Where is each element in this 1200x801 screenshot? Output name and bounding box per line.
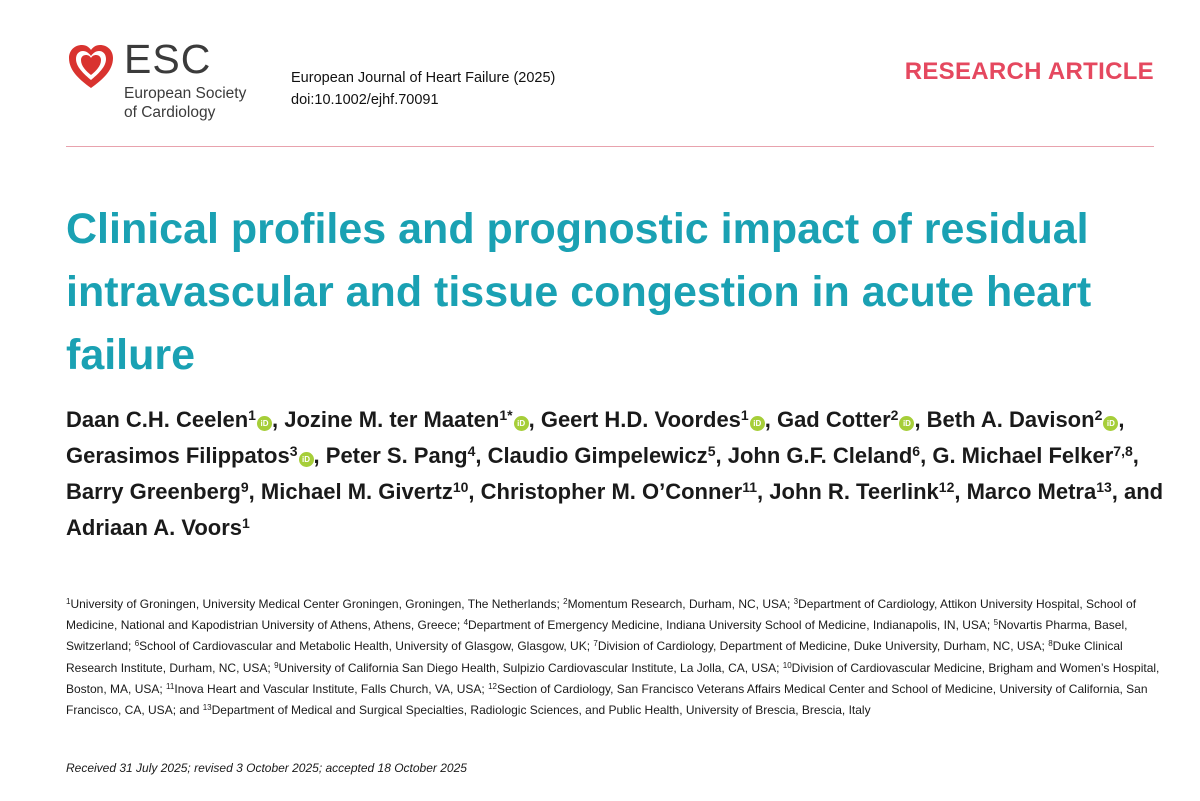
orcid-icon[interactable]: iD [1103, 416, 1118, 431]
orcid-icon[interactable]: iD [299, 452, 314, 467]
author-separator: , [528, 407, 541, 432]
author-affiliation-number: 10 [452, 479, 469, 495]
author [967, 479, 1112, 504]
author-name[interactable]: Gad Cotter [776, 407, 891, 432]
author-separator: , [920, 443, 933, 468]
orcid-icon[interactable]: iD [899, 416, 914, 431]
affiliation-text: Duke Clinical Research Institute, Durham, NC, USA; [66, 639, 1123, 675]
author-separator: , [468, 479, 481, 504]
author-separator: , [914, 407, 927, 432]
author [488, 443, 716, 468]
author-affiliation-number: 5 [707, 443, 716, 459]
affiliation-number: 8 [1048, 639, 1053, 649]
affiliation-text: Department of Medical and Surgical Specialties, Radiologic Sciences, and Public Health, University of Brescia, Brescia, Italy [211, 703, 871, 718]
author-separator: , [313, 443, 326, 468]
author-affiliation-number: 13 [1096, 479, 1112, 495]
logo-line-1: European Society [124, 85, 247, 102]
author-affiliation-number: 7,8 [1113, 443, 1133, 459]
author-separator: , [1132, 443, 1139, 468]
author [481, 479, 757, 504]
article-title: Clinical profiles and prognostic impact of residual intravascular and tissue congestion in acute heart failure [66, 205, 1092, 379]
author-affiliation-number: 11 [742, 479, 758, 495]
author-affiliation-number: 9 [240, 479, 249, 495]
journal-name: European Journal of Heart Failure (2025) [291, 70, 556, 86]
author [927, 407, 1119, 432]
journal-doi[interactable]: doi:10.1002/ejhf.70091 [291, 92, 439, 108]
author [66, 443, 314, 468]
affiliation-number: 11 [166, 681, 175, 691]
affiliation-text: School of Cardiovascular and Metabolic Health, University of Glasgow, Glasgow, UK; [139, 639, 594, 654]
affiliation-number: 1 [66, 597, 71, 606]
affiliation-text: Department of Emergency Medicine, Indiana University School of Medicine, Indianapolis, IN, USA; [468, 618, 994, 633]
esc-logo [66, 36, 247, 122]
affiliation-number: 13 [202, 703, 212, 713]
author-name[interactable]: Jozine M. ter Maaten [284, 407, 500, 432]
author-affiliation-number: 2 [1094, 407, 1103, 423]
author-affiliation-number: 12 [938, 479, 955, 495]
author-affiliation-number: 4 [467, 443, 476, 459]
received-dates: Received 31 July 2025; revised 3 October 2025; accepted 18 October 2025 [66, 761, 467, 775]
author [284, 407, 528, 432]
author-name[interactable]: John G.F. Cleland [727, 443, 913, 468]
affiliation-text: Novartis Pharma, Basel, Switzerland; [66, 618, 1128, 654]
author-name[interactable]: Michael M. Givertz [260, 479, 453, 504]
author-affiliation-number: 2 [890, 407, 899, 423]
orcid-icon[interactable]: iD [514, 416, 529, 431]
author-separator: , [248, 479, 261, 504]
author-name[interactable]: Gerasimos Filippatos [66, 443, 290, 468]
author [541, 407, 765, 432]
affiliation-number: 7 [593, 639, 598, 649]
author [932, 443, 1132, 468]
author-separator: , [764, 407, 777, 432]
affiliation-text: Department of Cardiology, Attikon University Hospital, School of Medicine, National and Kapodistrian University of Athens, Athens, Greece; [66, 597, 1137, 633]
affiliation-number: 9 [274, 660, 279, 670]
logo-abbreviation: ESC [124, 36, 212, 82]
author-name[interactable]: Christopher M. O’Conner [480, 479, 743, 504]
author [769, 479, 954, 504]
author-separator: , [271, 407, 285, 432]
logo-line-2: of Cardiology [124, 104, 216, 121]
author-affiliation-number: 6 [912, 443, 921, 459]
author [66, 479, 249, 504]
author-name[interactable]: Daan C.H. Ceelen [66, 407, 249, 432]
author-separator: , [1118, 407, 1125, 432]
author-separator: , and [1111, 479, 1164, 504]
affiliations [66, 594, 1166, 721]
author-name[interactable]: Marco Metra [966, 479, 1097, 504]
author-name[interactable]: G. Michael Felker [932, 443, 1114, 468]
orcid-icon[interactable]: iD [750, 416, 765, 431]
author-list [66, 402, 1166, 546]
author-name[interactable]: Geert H.D. Voordes [540, 407, 741, 432]
affiliation-number: 5 [993, 618, 999, 628]
author-affiliation-number: 1 [248, 407, 256, 423]
author-separator: , [954, 479, 967, 504]
journal-info [291, 67, 555, 111]
affiliation-text: Momentum Research, Durham, NC, USA; [567, 597, 794, 611]
author [261, 479, 469, 504]
affiliation-text: Division of Cardiovascular Medicine, Brigham and Women’s Hospital, Boston, MA, USA; [66, 660, 1160, 696]
author [66, 407, 272, 432]
author-affiliation-number: 3 [289, 443, 298, 459]
author-affiliation-number: 1 [740, 407, 749, 423]
affiliation-text: Section of Cardiology, San Francisco Veterans Affairs Medical Center and School of Medicine, University of California, San Francisco, CA, USA; and [66, 681, 1148, 718]
header-divider [66, 146, 1154, 147]
author-name[interactable]: Beth A. Davison [926, 407, 1095, 432]
author [777, 407, 914, 432]
author-name[interactable]: Adriaan A. Voors [66, 515, 243, 540]
orcid-icon[interactable]: iD [257, 416, 272, 431]
author-separator: , [757, 479, 770, 504]
author-name[interactable]: John R. Teerlink [769, 479, 939, 504]
affiliation-number: 4 [463, 618, 469, 628]
affiliation-number: 12 [488, 681, 497, 691]
author-separator: , [715, 443, 728, 468]
author-affiliation-number: 1* [499, 407, 513, 423]
author [66, 515, 250, 540]
author-name[interactable]: Barry Greenberg [66, 479, 241, 504]
author-affiliation-number: 1 [242, 515, 250, 531]
author [326, 443, 476, 468]
affiliation-text: Inova Heart and Vascular Institute, Falls Church, VA, USA; [174, 681, 489, 696]
affiliation-number: 2 [563, 597, 568, 606]
affiliation-number: 3 [793, 597, 799, 606]
affiliation-text: University of Groningen, University Medical Center Groningen, Groningen, The Netherlands; [70, 597, 564, 611]
author-separator: , [475, 443, 488, 468]
affiliation-number: 6 [134, 639, 140, 649]
article-type-label: RESEARCH ARTICLE [904, 58, 1154, 85]
author-name[interactable]: Claudio Gimpelewicz [487, 443, 708, 468]
author-name[interactable]: Peter S. Pang [325, 443, 468, 468]
author [728, 443, 920, 468]
affiliation-text: University of California San Diego Health, Sulpizio Cardiovascular Institute, La Jolla, CA, USA; [278, 660, 783, 675]
affiliation-number: 10 [782, 660, 792, 670]
affiliation-text: Division of Cardiology, Department of Medicine, Duke University, Durham, NC, USA; [597, 639, 1049, 654]
heart-logo-icon [66, 42, 116, 92]
